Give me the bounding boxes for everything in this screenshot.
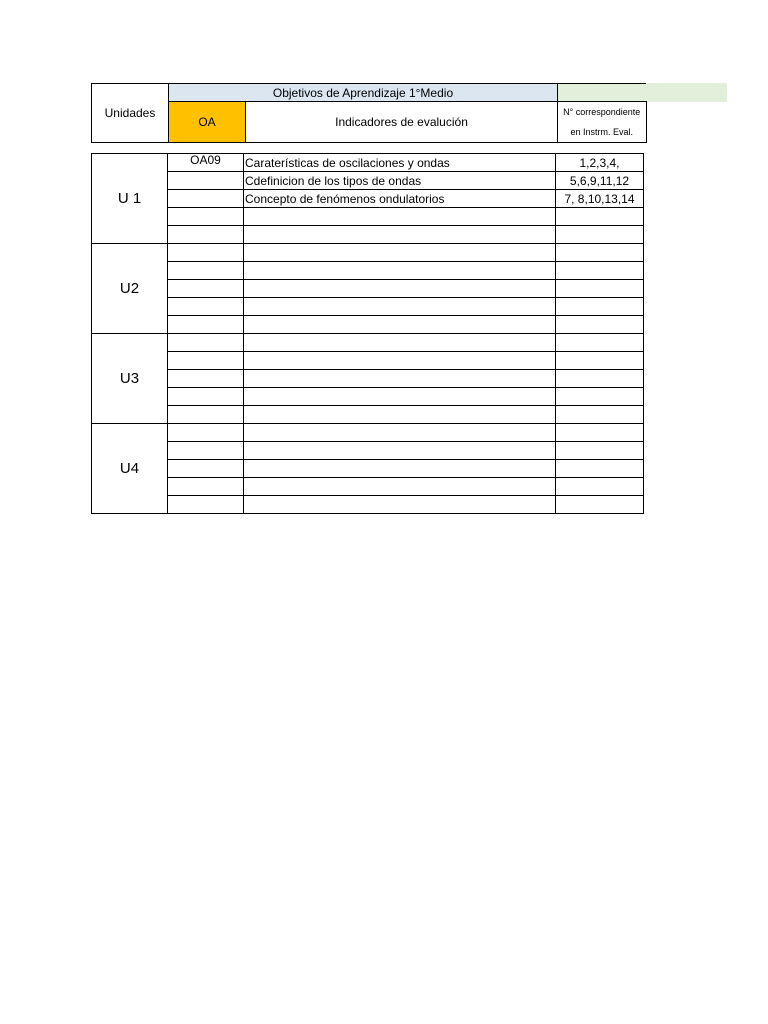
oa-cell[interactable] (168, 316, 244, 334)
header-green-cell (558, 84, 647, 102)
numero-cell[interactable] (556, 316, 644, 334)
numero-cell[interactable] (556, 424, 644, 442)
indicador-cell[interactable] (244, 334, 556, 352)
table-row (92, 226, 644, 244)
table-row (92, 460, 644, 478)
oa-cell[interactable] (168, 244, 244, 262)
indicador-cell[interactable] (244, 442, 556, 460)
table-row (92, 172, 644, 190)
indicador-cell[interactable] (244, 208, 556, 226)
unit-label: U 1 (92, 154, 168, 244)
table-row (92, 298, 644, 316)
numero-cell[interactable] (556, 334, 644, 352)
table-row (92, 370, 644, 388)
indicador-cell[interactable] (244, 280, 556, 298)
table-row (92, 388, 644, 406)
numero-cell[interactable] (556, 478, 644, 496)
oa-cell[interactable] (168, 406, 244, 424)
indicador-cell[interactable]: Caraterísticas de oscilaciones y ondas (244, 154, 556, 172)
table-row (92, 442, 644, 460)
numero-cell[interactable] (556, 496, 644, 514)
indicador-cell[interactable] (244, 388, 556, 406)
numero-cell[interactable] (556, 226, 644, 244)
units-table (91, 153, 644, 514)
indicador-cell[interactable]: Cdefinicion de los tipos de ondas (244, 172, 556, 190)
oa-cell[interactable]: OA09 (168, 154, 244, 172)
numero-cell[interactable]: 5,6,9,11,12 (556, 172, 644, 190)
unit-label: U2 (92, 244, 168, 334)
indicador-cell[interactable] (244, 370, 556, 388)
indicador-cell[interactable] (244, 298, 556, 316)
indicador-cell[interactable] (244, 262, 556, 280)
table-row (92, 208, 644, 226)
table-row (92, 406, 644, 424)
oa-cell[interactable] (168, 442, 244, 460)
unit-label: U3 (92, 334, 168, 424)
table-row (92, 190, 644, 208)
numero-cell[interactable] (556, 280, 644, 298)
numero-cell[interactable]: 7, 8,10,13,14 (556, 190, 644, 208)
table-row (92, 334, 644, 352)
numero-cell[interactable] (556, 370, 644, 388)
header-unidades: Unidades (92, 84, 169, 143)
indicador-cell[interactable]: Concepto de fenómenos ondulatorios (244, 190, 556, 208)
oa-cell[interactable] (168, 298, 244, 316)
numero-cell[interactable] (556, 352, 644, 370)
header-oa: OA (169, 102, 246, 143)
green-highlight-cell (645, 83, 727, 102)
oa-cell[interactable] (168, 262, 244, 280)
header-table (91, 83, 647, 143)
oa-cell[interactable] (168, 424, 244, 442)
table-row (92, 424, 644, 442)
indicador-cell[interactable] (244, 352, 556, 370)
indicador-cell[interactable] (244, 406, 556, 424)
numero-cell[interactable] (556, 388, 644, 406)
oa-cell[interactable] (168, 280, 244, 298)
oa-cell[interactable] (168, 496, 244, 514)
numero-cell[interactable] (556, 442, 644, 460)
header-indicadores: Indicadores de evalución (246, 102, 558, 143)
oa-cell[interactable] (168, 478, 244, 496)
indicador-cell[interactable] (244, 226, 556, 244)
unit-label: U4 (92, 424, 168, 514)
numero-cell[interactable] (556, 244, 644, 262)
numero-cell[interactable]: 1,2,3,4, (556, 154, 644, 172)
indicador-cell[interactable] (244, 244, 556, 262)
indicador-cell[interactable] (244, 424, 556, 442)
table-row (92, 478, 644, 496)
table-row (92, 280, 644, 298)
oa-cell[interactable] (168, 388, 244, 406)
oa-cell[interactable] (168, 352, 244, 370)
header-objetivos: Objetivos de Aprendizaje 1°Medio (169, 84, 558, 102)
numero-cell[interactable] (556, 460, 644, 478)
header-numero (558, 102, 647, 143)
indicador-cell[interactable] (244, 478, 556, 496)
header-numero-line2: en Instrm. Eval. (570, 127, 634, 137)
numero-cell[interactable] (556, 208, 644, 226)
oa-cell[interactable] (168, 226, 244, 244)
header-numero-line1: N° correspondiente (563, 107, 641, 117)
table-row (92, 154, 644, 172)
oa-cell[interactable] (168, 190, 244, 208)
oa-cell[interactable] (168, 370, 244, 388)
table-row (92, 316, 644, 334)
indicador-cell[interactable] (244, 460, 556, 478)
table-row (92, 496, 644, 514)
table-row (92, 352, 644, 370)
oa-cell[interactable] (168, 334, 244, 352)
oa-cell[interactable] (168, 172, 244, 190)
indicador-cell[interactable] (244, 496, 556, 514)
table-row (92, 262, 644, 280)
table-row (92, 244, 644, 262)
oa-cell[interactable] (168, 460, 244, 478)
numero-cell[interactable] (556, 298, 644, 316)
oa-cell[interactable] (168, 208, 244, 226)
indicador-cell[interactable] (244, 316, 556, 334)
numero-cell[interactable] (556, 406, 644, 424)
numero-cell[interactable] (556, 262, 644, 280)
